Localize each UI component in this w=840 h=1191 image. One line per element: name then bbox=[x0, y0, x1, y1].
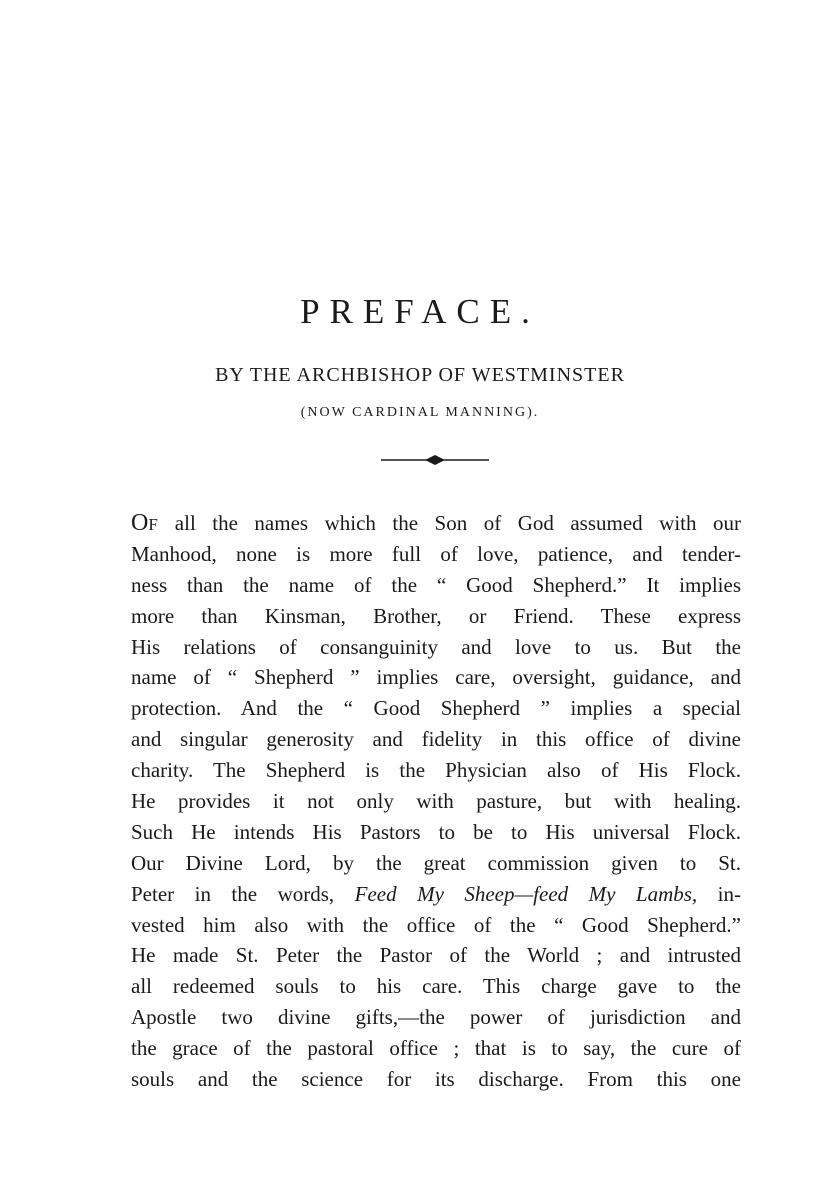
text-line: the grace of the pastoral office ; that is to say, the cure of bbox=[131, 1036, 741, 1061]
text-line: and singular generosity and fidelity in this office of divine bbox=[131, 727, 741, 752]
text-line: His relations of consanguinity and love to us. But the bbox=[131, 634, 741, 659]
text-line: Apostle two divine gifts,—the power of jurisdiction and bbox=[131, 1005, 741, 1030]
opening-capital: O bbox=[131, 510, 149, 536]
text-line: Our Divine Lord, by the great commission given to St. bbox=[131, 850, 741, 875]
text-line-rest: all the names which the Son of God assumed with our bbox=[158, 511, 741, 535]
page-title: PREFACE. bbox=[300, 292, 540, 331]
text-line: vested him also with the office of the “ Good Shepherd.” bbox=[131, 912, 741, 937]
scripture-quote: Feed My Sheep—feed My Lambs, bbox=[354, 881, 698, 906]
text-line: charity. The Shepherd is the Physician also of His Flock. bbox=[131, 758, 741, 783]
author-line: BY THE ARCHBISHOP OF WESTMINSTER bbox=[215, 364, 625, 386]
text-line bbox=[131, 508, 741, 539]
text-segment: Peter in the words, bbox=[131, 881, 355, 906]
text-line: He provides it not only with pasture, but with healing. bbox=[131, 789, 741, 814]
ornament-divider-icon bbox=[381, 453, 489, 467]
text-line: protection. And the “ Good Shepherd ” implies a special bbox=[131, 696, 741, 721]
opening-small-capital: F bbox=[148, 515, 159, 534]
text-line: all redeemed souls to his care. This charge gave to the bbox=[131, 974, 741, 999]
text-line: He made St. Peter the Pastor of the World ; and intrusted bbox=[131, 943, 741, 968]
text-line: Manhood, none is more full of love, patience, and tender- bbox=[131, 541, 741, 566]
text-line: souls and the science for its discharge. From this one bbox=[131, 1067, 741, 1092]
text-line: ness than the name of the “ Good Shepherd.” It implies bbox=[131, 572, 741, 597]
text-line: more than Kinsman, Brother, or Friend. These express bbox=[131, 603, 741, 628]
preface-body bbox=[131, 508, 741, 1095]
text-segment: in- bbox=[697, 881, 741, 906]
author-note: (NOW CARDINAL MANNING). bbox=[300, 405, 540, 420]
text-line bbox=[131, 879, 741, 910]
text-line: Such He intends His Pastors to be to His universal Flock. bbox=[131, 819, 741, 844]
text-line: name of “ Shepherd ” implies care, oversight, guidance, and bbox=[131, 665, 741, 690]
